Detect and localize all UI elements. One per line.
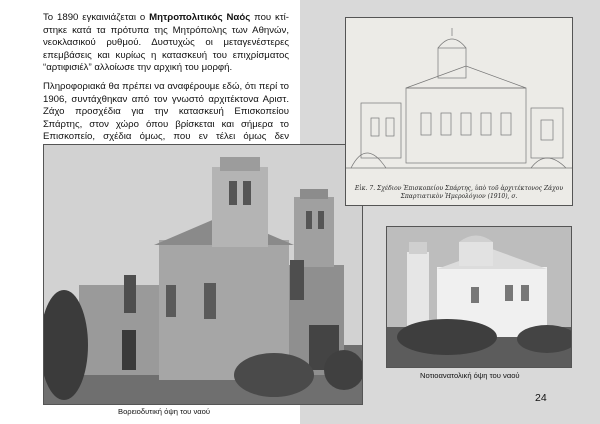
body-text bbox=[43, 12, 289, 163]
southeast-photo-caption: Νοτιοανατολική όψη του ναού bbox=[420, 371, 520, 380]
episcopal-building-sketch bbox=[345, 17, 573, 206]
sketch-caption: Εἰκ. 7. Σχέδιον Ἐπισκοπείου Σπάρτης, ὑπὸ τοῦ ἀρχιτέκτονος Ζάχου Σπαρτιατικὸν Ἡμερολόγιον (1910), σ. bbox=[354, 185, 564, 200]
page-number: 24 bbox=[535, 392, 547, 404]
paragraph-2: Πληροφοριακά θα πρέπει να αναφέρουμε εδώ, ότι περί το 1906, συντάχθηκαν από τον γνωστό αρχιτέκτονα Αριστ. Ζάχο προσχέδια για την κατασκευή Επισκοπείου Σπάρτης, στον χώρο όπου βρίσκεται και σήμερα το Επισκοπείο, σχέδια όμως, που εν τέλει όμως δεν bbox=[43, 80, 289, 143]
northwest-photo-caption: Βορειοδυτική όψη του ναού bbox=[118, 407, 211, 416]
paragraph-1 bbox=[43, 12, 289, 75]
cathedral-northwest-photo bbox=[43, 144, 363, 405]
cathedral-name: Μητροπολιτικός Ναός bbox=[149, 12, 251, 23]
cathedral-southeast-photo bbox=[386, 226, 572, 368]
paragraph-1-intro: Το 1890 εγκαινιάζεται ο bbox=[43, 12, 150, 23]
paragraph-1-rest: που κτίστηκε κατά τα πρότυπα της Μητρόπολης των Αθηνών, νεοκλασικού ρυθμού. Δυστυχώς οι μεταγενέστερες επεμβάσεις και κυρίως η κατασκευή του επιχρίσματος “αρτιφισιέλ” αλλοίωσε την αρχική του μορφή. bbox=[43, 12, 289, 74]
